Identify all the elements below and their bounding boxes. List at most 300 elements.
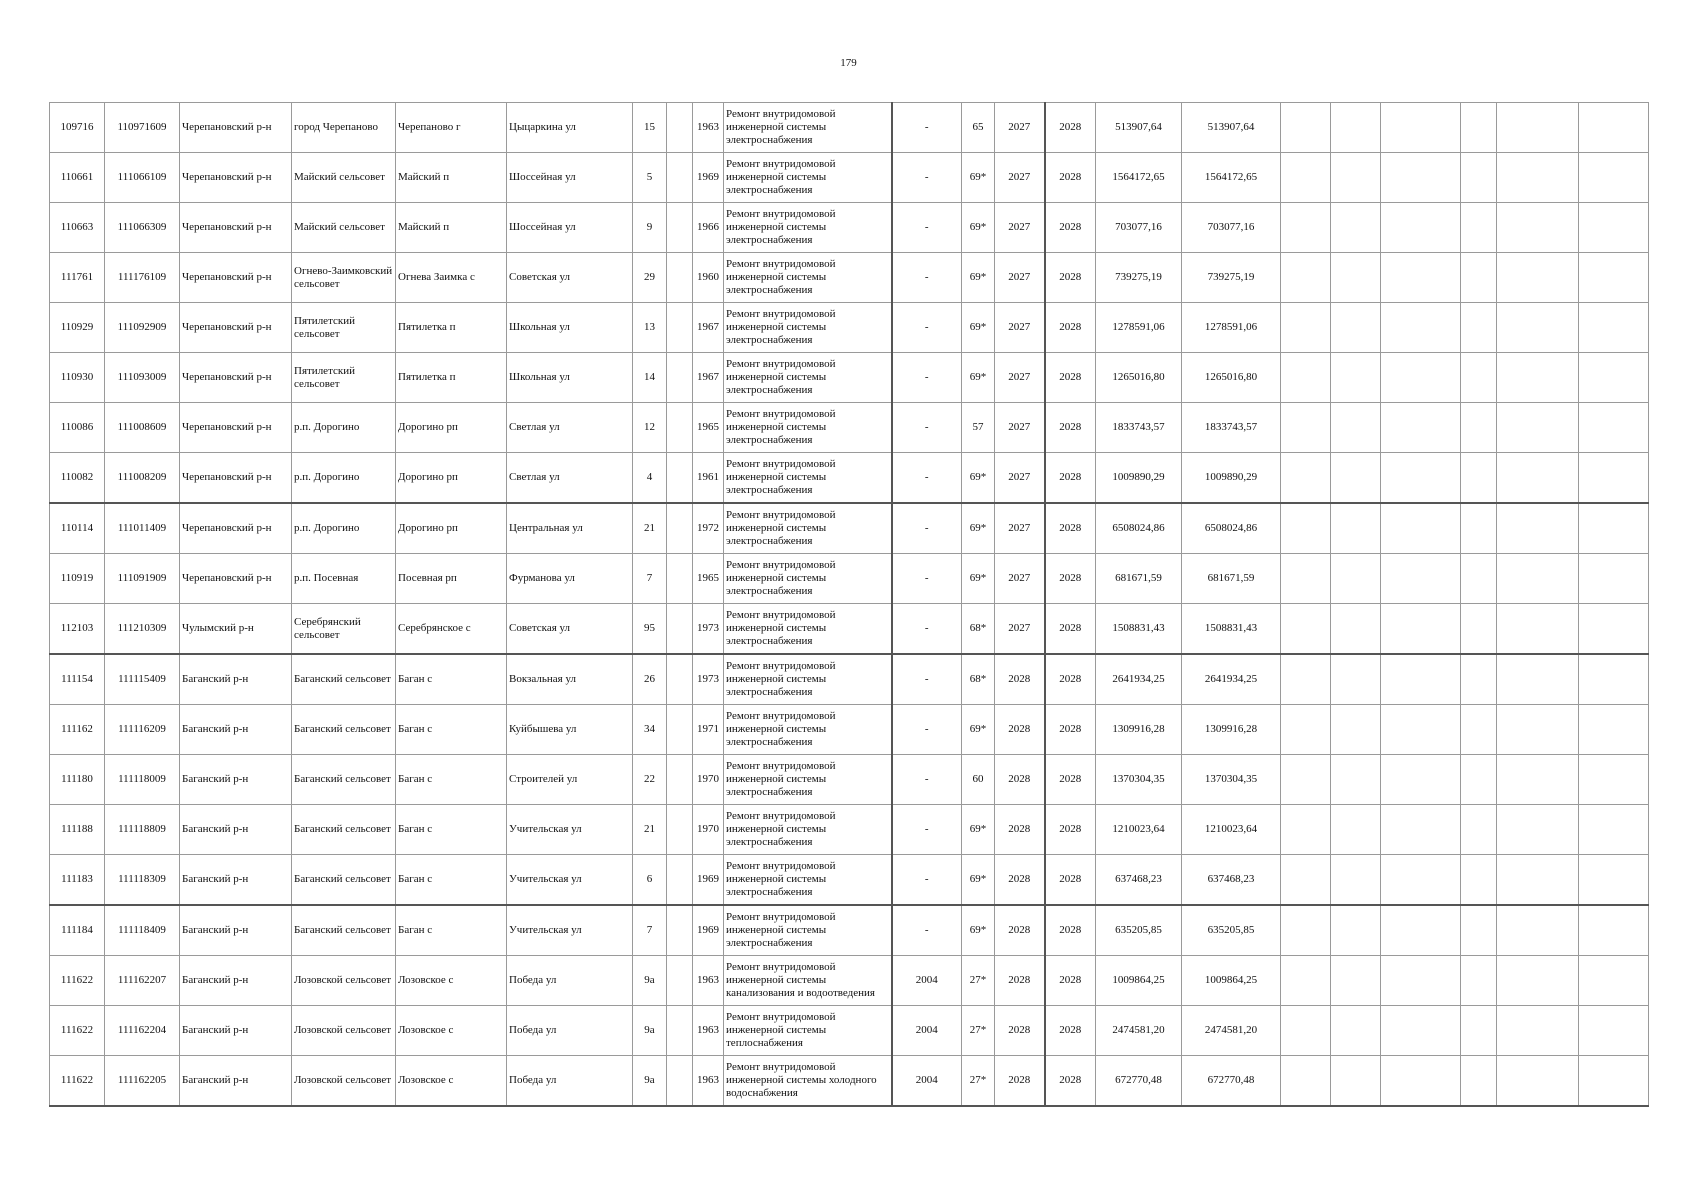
- cell-district: Баганский р-н: [180, 905, 292, 956]
- cell-last-repair-year: -: [892, 905, 962, 956]
- cell-empty: [1461, 503, 1497, 554]
- cell-cost-total: 739275,19: [1096, 253, 1182, 303]
- cell-municipality: р.п. Дорогино: [292, 453, 396, 504]
- table-row: [50, 905, 1649, 956]
- cell-plan-year-end: 2028: [1045, 855, 1096, 906]
- cell-plan-year-end: 2028: [1045, 705, 1096, 755]
- cell-work-type: Ремонт внутридомовой инженерной системы электроснабжения: [724, 253, 892, 303]
- cell-empty: [1461, 654, 1497, 705]
- cell-work-type: Ремонт внутридомовой инженерной системы канализования и водоотведения: [724, 956, 892, 1006]
- cell-last-repair-year: -: [892, 554, 962, 604]
- cell-municipality: Лозовской сельсовет: [292, 1006, 396, 1056]
- cell-empty: [1281, 604, 1331, 655]
- cell-record-id: 111622: [50, 956, 105, 1006]
- cell-house-code: 111116209: [105, 705, 180, 755]
- cell-cost-fund: 1009890,29: [1182, 453, 1281, 504]
- cell-empty: [1579, 403, 1649, 453]
- cell-house-code: 111093009: [105, 353, 180, 403]
- cell-cost-fund: 1278591,06: [1182, 303, 1281, 353]
- cell-empty: [1497, 705, 1579, 755]
- cell-building: [667, 503, 693, 554]
- cell-empty: [1579, 905, 1649, 956]
- cell-municipality: Майский сельсовет: [292, 203, 396, 253]
- cell-district: Баганский р-н: [180, 654, 292, 705]
- cell-cost-fund: 1210023,64: [1182, 805, 1281, 855]
- cell-year-built: 1969: [693, 855, 724, 906]
- cell-building: [667, 1056, 693, 1107]
- cell-record-id: 111154: [50, 654, 105, 705]
- cell-cost-total: 637468,23: [1096, 855, 1182, 906]
- cell-plan-year-start: 2028: [995, 905, 1045, 956]
- cell-cost-total: 6508024,86: [1096, 503, 1182, 554]
- cell-plan-year-start: 2027: [995, 303, 1045, 353]
- cell-empty: [1579, 303, 1649, 353]
- cell-plan-year-start: 2028: [995, 805, 1045, 855]
- cell-empty: [1461, 705, 1497, 755]
- cell-cost-fund: 1265016,80: [1182, 353, 1281, 403]
- cell-building: [667, 403, 693, 453]
- cell-cost-total: 1278591,06: [1096, 303, 1182, 353]
- cell-settlement: Баган с: [396, 654, 507, 705]
- cell-empty: [1281, 956, 1331, 1006]
- cell-empty: [1461, 755, 1497, 805]
- cell-cost-total: 1009890,29: [1096, 453, 1182, 504]
- cell-empty: [1281, 353, 1331, 403]
- table-row: [50, 453, 1649, 504]
- cell-cost-fund: 672770,48: [1182, 1056, 1281, 1107]
- cell-settlement: Посевная рп: [396, 554, 507, 604]
- cell-year-built: 1963: [693, 1006, 724, 1056]
- cell-empty: [1381, 1006, 1461, 1056]
- cell-empty: [1281, 503, 1331, 554]
- cell-wear-percent: 69*: [962, 353, 995, 403]
- cell-municipality: Баганский сельсовет: [292, 654, 396, 705]
- cell-empty: [1461, 905, 1497, 956]
- cell-cost-fund: 635205,85: [1182, 905, 1281, 956]
- cell-empty: [1281, 1056, 1331, 1107]
- cell-house-code: 111008609: [105, 403, 180, 453]
- page-number: 179: [840, 57, 857, 69]
- cell-settlement: Дорогино рп: [396, 503, 507, 554]
- cell-plan-year-end: 2028: [1045, 755, 1096, 805]
- cell-wear-percent: 68*: [962, 604, 995, 655]
- cell-last-repair-year: 2004: [892, 956, 962, 1006]
- cell-street: Фурманова ул: [507, 554, 633, 604]
- cell-empty: [1461, 554, 1497, 604]
- cell-empty: [1461, 604, 1497, 655]
- table-row: [50, 705, 1649, 755]
- cell-building: [667, 755, 693, 805]
- cell-work-type: Ремонт внутридомовой инженерной системы электроснабжения: [724, 705, 892, 755]
- cell-plan-year-start: 2028: [995, 755, 1045, 805]
- cell-cost-total: 681671,59: [1096, 554, 1182, 604]
- cell-empty: [1381, 103, 1461, 153]
- cell-work-type: Ремонт внутридомовой инженерной системы электроснабжения: [724, 303, 892, 353]
- cell-year-built: 1966: [693, 203, 724, 253]
- cell-empty: [1461, 303, 1497, 353]
- cell-district: Баганский р-н: [180, 805, 292, 855]
- cell-house-code: 111092909: [105, 303, 180, 353]
- cell-empty: [1461, 403, 1497, 453]
- cell-empty: [1281, 403, 1331, 453]
- cell-empty: [1331, 153, 1381, 203]
- cell-house-number: 21: [633, 503, 667, 554]
- cell-empty: [1281, 303, 1331, 353]
- cell-wear-percent: 65: [962, 103, 995, 153]
- cell-district: Баганский р-н: [180, 1006, 292, 1056]
- cell-street: Учительская ул: [507, 905, 633, 956]
- cell-district: Черепановский р-н: [180, 203, 292, 253]
- cell-work-type: Ремонт внутридомовой инженерной системы теплоснабжения: [724, 1006, 892, 1056]
- cell-cost-total: 2474581,20: [1096, 1006, 1182, 1056]
- cell-street: Советская ул: [507, 253, 633, 303]
- cell-empty: [1579, 654, 1649, 705]
- cell-year-built: 1963: [693, 1056, 724, 1107]
- cell-year-built: 1967: [693, 303, 724, 353]
- cell-empty: [1281, 705, 1331, 755]
- cell-plan-year-end: 2028: [1045, 453, 1096, 504]
- cell-empty: [1331, 1006, 1381, 1056]
- cell-record-id: 111622: [50, 1056, 105, 1107]
- cell-plan-year-end: 2028: [1045, 403, 1096, 453]
- cell-empty: [1579, 203, 1649, 253]
- cell-empty: [1497, 755, 1579, 805]
- cell-work-type: Ремонт внутридомовой инженерной системы электроснабжения: [724, 353, 892, 403]
- cell-empty: [1579, 705, 1649, 755]
- cell-work-type: Ремонт внутридомовой инженерной системы электроснабжения: [724, 403, 892, 453]
- cell-empty: [1461, 805, 1497, 855]
- cell-municipality: Баганский сельсовет: [292, 855, 396, 906]
- cell-year-built: 1972: [693, 503, 724, 554]
- cell-empty: [1579, 956, 1649, 1006]
- cell-house-code: 111118409: [105, 905, 180, 956]
- cell-cost-total: 513907,64: [1096, 103, 1182, 153]
- cell-year-built: 1965: [693, 554, 724, 604]
- cell-settlement: Дорогино рп: [396, 453, 507, 504]
- cell-empty: [1497, 103, 1579, 153]
- cell-empty: [1381, 453, 1461, 504]
- cell-house-number: 5: [633, 153, 667, 203]
- cell-wear-percent: 69*: [962, 855, 995, 906]
- cell-plan-year-end: 2028: [1045, 153, 1096, 203]
- cell-settlement: Лозовское с: [396, 956, 507, 1006]
- cell-cost-total: 1009864,25: [1096, 956, 1182, 1006]
- cell-empty: [1579, 855, 1649, 906]
- cell-plan-year-start: 2028: [995, 654, 1045, 705]
- cell-street: Светлая ул: [507, 403, 633, 453]
- cell-wear-percent: 27*: [962, 1006, 995, 1056]
- cell-cost-total: 1508831,43: [1096, 604, 1182, 655]
- cell-empty: [1461, 956, 1497, 1006]
- cell-empty: [1497, 905, 1579, 956]
- cell-empty: [1331, 705, 1381, 755]
- cell-building: [667, 654, 693, 705]
- cell-street: Светлая ул: [507, 453, 633, 504]
- cell-municipality: Баганский сельсовет: [292, 905, 396, 956]
- cell-empty: [1497, 604, 1579, 655]
- cell-municipality: Пятилетский сельсовет: [292, 353, 396, 403]
- cell-empty: [1579, 604, 1649, 655]
- cell-empty: [1461, 453, 1497, 504]
- cell-record-id: 111761: [50, 253, 105, 303]
- cell-empty: [1579, 503, 1649, 554]
- cell-work-type: Ремонт внутридомовой инженерной системы электроснабжения: [724, 153, 892, 203]
- table-row: [50, 604, 1649, 655]
- cell-last-repair-year: -: [892, 253, 962, 303]
- cell-house-number: 26: [633, 654, 667, 705]
- cell-wear-percent: 69*: [962, 153, 995, 203]
- cell-empty: [1381, 403, 1461, 453]
- cell-empty: [1381, 755, 1461, 805]
- cell-cost-total: 1265016,80: [1096, 353, 1182, 403]
- table-row: [50, 303, 1649, 353]
- cell-empty: [1497, 503, 1579, 554]
- cell-building: [667, 303, 693, 353]
- cell-house-number: 95: [633, 604, 667, 655]
- cell-cost-fund: 681671,59: [1182, 554, 1281, 604]
- cell-last-repair-year: -: [892, 705, 962, 755]
- cell-cost-fund: 703077,16: [1182, 203, 1281, 253]
- cell-district: Черепановский р-н: [180, 503, 292, 554]
- cell-house-number: 21: [633, 805, 667, 855]
- cell-plan-year-end: 2028: [1045, 303, 1096, 353]
- table-body: [50, 103, 1649, 1107]
- cell-building: [667, 956, 693, 1006]
- cell-work-type: Ремонт внутридомовой инженерной системы электроснабжения: [724, 855, 892, 906]
- cell-empty: [1381, 805, 1461, 855]
- cell-plan-year-start: 2027: [995, 153, 1045, 203]
- cell-plan-year-start: 2028: [995, 1006, 1045, 1056]
- cell-empty: [1497, 805, 1579, 855]
- cell-empty: [1497, 303, 1579, 353]
- cell-cost-fund: 2641934,25: [1182, 654, 1281, 705]
- cell-empty: [1381, 905, 1461, 956]
- cell-wear-percent: 69*: [962, 253, 995, 303]
- cell-plan-year-end: 2028: [1045, 503, 1096, 554]
- table-row: [50, 203, 1649, 253]
- cell-wear-percent: 27*: [962, 956, 995, 1006]
- cell-house-code: 111091909: [105, 554, 180, 604]
- cell-municipality: Огнево-Заимковский сельсовет: [292, 253, 396, 303]
- cell-empty: [1579, 103, 1649, 153]
- cell-house-code: 111210309: [105, 604, 180, 655]
- cell-empty: [1497, 153, 1579, 203]
- cell-empty: [1461, 1056, 1497, 1107]
- cell-building: [667, 153, 693, 203]
- cell-building: [667, 1006, 693, 1056]
- cell-house-code: 111162205: [105, 1056, 180, 1107]
- cell-record-id: 111184: [50, 905, 105, 956]
- cell-empty: [1579, 805, 1649, 855]
- cell-empty: [1331, 303, 1381, 353]
- cell-empty: [1381, 503, 1461, 554]
- cell-last-repair-year: -: [892, 353, 962, 403]
- cell-empty: [1331, 855, 1381, 906]
- cell-cost-fund: 6508024,86: [1182, 503, 1281, 554]
- cell-house-number: 7: [633, 905, 667, 956]
- table-row: [50, 353, 1649, 403]
- cell-empty: [1579, 453, 1649, 504]
- cell-empty: [1381, 203, 1461, 253]
- cell-house-number: 13: [633, 303, 667, 353]
- cell-plan-year-start: 2027: [995, 403, 1045, 453]
- cell-municipality: Баганский сельсовет: [292, 705, 396, 755]
- cell-municipality: Лозовской сельсовет: [292, 956, 396, 1006]
- cell-empty: [1381, 705, 1461, 755]
- cell-record-id: 111162: [50, 705, 105, 755]
- cell-settlement: Баган с: [396, 855, 507, 906]
- cell-district: Черепановский р-н: [180, 103, 292, 153]
- cell-year-built: 1969: [693, 153, 724, 203]
- cell-empty: [1381, 654, 1461, 705]
- cell-house-code: 111176109: [105, 253, 180, 303]
- cell-empty: [1497, 654, 1579, 705]
- table-row: [50, 503, 1649, 554]
- cell-building: [667, 604, 693, 655]
- cell-plan-year-end: 2028: [1045, 1006, 1096, 1056]
- cell-empty: [1461, 1006, 1497, 1056]
- cell-house-code: 111162204: [105, 1006, 180, 1056]
- cell-empty: [1381, 855, 1461, 906]
- cell-empty: [1331, 956, 1381, 1006]
- cell-last-repair-year: -: [892, 303, 962, 353]
- cell-record-id: 110929: [50, 303, 105, 353]
- cell-municipality: Майский сельсовет: [292, 153, 396, 203]
- table-row: [50, 755, 1649, 805]
- cell-cost-fund: 1564172,65: [1182, 153, 1281, 203]
- cell-cost-fund: 1508831,43: [1182, 604, 1281, 655]
- cell-empty: [1331, 253, 1381, 303]
- cell-settlement: Майский п: [396, 203, 507, 253]
- cell-empty: [1281, 905, 1331, 956]
- cell-house-number: 6: [633, 855, 667, 906]
- cell-wear-percent: 69*: [962, 554, 995, 604]
- cell-empty: [1331, 604, 1381, 655]
- cell-empty: [1497, 554, 1579, 604]
- table-row: [50, 554, 1649, 604]
- cell-empty: [1281, 1006, 1331, 1056]
- cell-cost-fund: 739275,19: [1182, 253, 1281, 303]
- cell-empty: [1331, 353, 1381, 403]
- cell-year-built: 1961: [693, 453, 724, 504]
- cell-settlement: Лозовское с: [396, 1056, 507, 1107]
- cell-empty: [1331, 103, 1381, 153]
- cell-house-number: 34: [633, 705, 667, 755]
- table-row: [50, 654, 1649, 705]
- cell-cost-fund: 1009864,25: [1182, 956, 1281, 1006]
- cell-empty: [1381, 153, 1461, 203]
- cell-building: [667, 855, 693, 906]
- cell-street: Учительская ул: [507, 805, 633, 855]
- cell-empty: [1461, 153, 1497, 203]
- cell-empty: [1497, 1056, 1579, 1107]
- cell-building: [667, 253, 693, 303]
- cell-street: Цыцаркина ул: [507, 103, 633, 153]
- cell-empty: [1281, 453, 1331, 504]
- cell-empty: [1579, 554, 1649, 604]
- cell-district: Баганский р-н: [180, 1056, 292, 1107]
- cell-empty: [1331, 805, 1381, 855]
- table-row: [50, 956, 1649, 1006]
- cell-plan-year-start: 2027: [995, 503, 1045, 554]
- cell-work-type: Ремонт внутридомовой инженерной системы холодного водоснабжения: [724, 1056, 892, 1107]
- cell-empty: [1381, 353, 1461, 403]
- cell-record-id: 110082: [50, 453, 105, 504]
- cell-empty: [1281, 203, 1331, 253]
- cell-plan-year-end: 2028: [1045, 353, 1096, 403]
- cell-empty: [1579, 1056, 1649, 1107]
- cell-building: [667, 805, 693, 855]
- cell-plan-year-end: 2028: [1045, 203, 1096, 253]
- cell-settlement: Баган с: [396, 755, 507, 805]
- cell-empty: [1497, 956, 1579, 1006]
- cell-empty: [1461, 855, 1497, 906]
- cell-cost-total: 2641934,25: [1096, 654, 1182, 705]
- table-row: [50, 855, 1649, 906]
- cell-last-repair-year: -: [892, 855, 962, 906]
- cell-work-type: Ремонт внутридомовой инженерной системы электроснабжения: [724, 554, 892, 604]
- cell-settlement: Черепаново г: [396, 103, 507, 153]
- cell-settlement: Пятилетка п: [396, 303, 507, 353]
- cell-plan-year-end: 2028: [1045, 805, 1096, 855]
- cell-wear-percent: 69*: [962, 905, 995, 956]
- cell-empty: [1579, 353, 1649, 403]
- cell-district: Черепановский р-н: [180, 153, 292, 203]
- cell-plan-year-end: 2028: [1045, 956, 1096, 1006]
- cell-municipality: город Черепаново: [292, 103, 396, 153]
- cell-empty: [1497, 855, 1579, 906]
- cell-settlement: Серебрянское с: [396, 604, 507, 655]
- cell-street: Центральная ул: [507, 503, 633, 554]
- cell-house-number: 9а: [633, 956, 667, 1006]
- cell-last-repair-year: -: [892, 403, 962, 453]
- cell-empty: [1497, 203, 1579, 253]
- cell-last-repair-year: -: [892, 203, 962, 253]
- cell-empty: [1281, 554, 1331, 604]
- cell-district: Баганский р-н: [180, 755, 292, 805]
- cell-work-type: Ремонт внутридомовой инженерной системы электроснабжения: [724, 604, 892, 655]
- cell-plan-year-start: 2028: [995, 705, 1045, 755]
- cell-year-built: 1970: [693, 755, 724, 805]
- cell-cost-fund: 1833743,57: [1182, 403, 1281, 453]
- cell-year-built: 1973: [693, 604, 724, 655]
- cell-district: Баганский р-н: [180, 855, 292, 906]
- cell-wear-percent: 69*: [962, 503, 995, 554]
- cell-empty: [1461, 203, 1497, 253]
- cell-empty: [1331, 654, 1381, 705]
- cell-municipality: Баганский сельсовет: [292, 755, 396, 805]
- cell-empty: [1381, 303, 1461, 353]
- cell-wear-percent: 69*: [962, 705, 995, 755]
- cell-empty: [1579, 1006, 1649, 1056]
- cell-house-code: 111118809: [105, 805, 180, 855]
- cell-cost-total: 672770,48: [1096, 1056, 1182, 1107]
- cell-cost-total: 1370304,35: [1096, 755, 1182, 805]
- cell-work-type: Ремонт внутридомовой инженерной системы электроснабжения: [724, 805, 892, 855]
- cell-settlement: Огнева Заимка с: [396, 253, 507, 303]
- cell-year-built: 1969: [693, 905, 724, 956]
- cell-street: Учительская ул: [507, 855, 633, 906]
- cell-wear-percent: 68*: [962, 654, 995, 705]
- cell-municipality: р.п. Дорогино: [292, 503, 396, 554]
- cell-cost-total: 1564172,65: [1096, 153, 1182, 203]
- cell-cost-total: 1309916,28: [1096, 705, 1182, 755]
- cell-empty: [1497, 403, 1579, 453]
- cell-plan-year-start: 2027: [995, 604, 1045, 655]
- cell-settlement: Баган с: [396, 705, 507, 755]
- cell-last-repair-year: -: [892, 604, 962, 655]
- cell-cost-total: 703077,16: [1096, 203, 1182, 253]
